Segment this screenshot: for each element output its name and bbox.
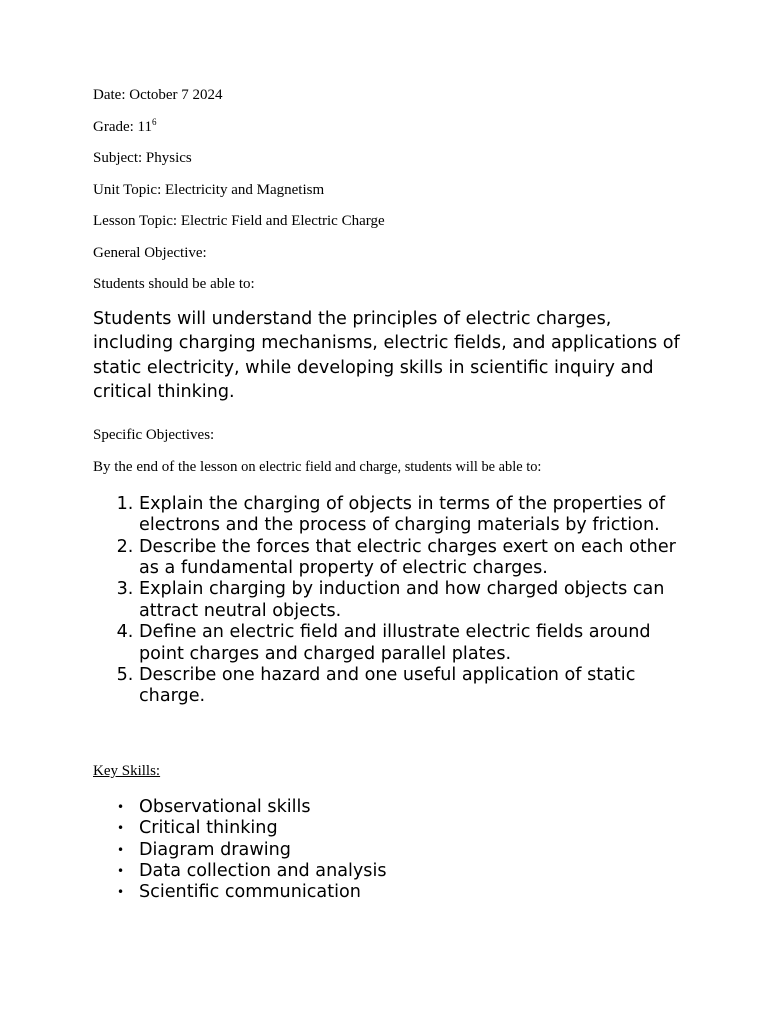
grade-text: Grade: 11 bbox=[93, 118, 153, 135]
subject-line bbox=[93, 147, 693, 169]
grade-line bbox=[93, 116, 693, 138]
specific-objectives-text: Specific Objectives: bbox=[93, 427, 215, 444]
unit-topic-text: Unit Topic: Electricity and Magnetism bbox=[93, 181, 325, 198]
key-skills-heading bbox=[93, 760, 693, 782]
date-text: Date: October 7 2024 bbox=[93, 87, 223, 103]
bullet-icon: • bbox=[117, 863, 125, 878]
date-line bbox=[93, 84, 693, 106]
skill-item bbox=[117, 818, 693, 839]
general-objective-text: General Objective: bbox=[93, 244, 207, 261]
students-able-text: Students should be able to: bbox=[93, 276, 255, 292]
specific-objectives-heading bbox=[93, 424, 693, 446]
skill-text: Critical thinking bbox=[139, 818, 278, 839]
lead-end-text: on electric field and charge, students will be able to: bbox=[237, 458, 542, 475]
skill-text: Diagram drawing bbox=[139, 839, 291, 860]
skill-item bbox=[117, 839, 693, 861]
objective-item: 2. Describe the forces that electric charges exert on each other as a fundamental property of electric charges. bbox=[139, 537, 691, 580]
skill-text: Observational skills bbox=[139, 796, 311, 817]
subject-text: Subject: Physics bbox=[93, 150, 192, 166]
specific-objectives-list bbox=[93, 494, 691, 708]
lesson-topic-line bbox=[93, 210, 693, 232]
objective-item: 3. Explain charging by induction and how charged objects can attract neutral objects. bbox=[139, 579, 691, 622]
skill-item bbox=[117, 882, 693, 903]
specific-objectives-lead bbox=[93, 456, 693, 478]
grade-superscript: 6 bbox=[152, 116, 157, 127]
skill-item bbox=[117, 860, 693, 882]
bullet-icon: • bbox=[117, 885, 125, 900]
bullet-icon: • bbox=[117, 842, 125, 857]
key-skills-text: Key Skills: bbox=[93, 762, 161, 779]
objective-item: 5. Describe one hazard and one useful application of static charge. bbox=[139, 665, 691, 708]
skill-text: Scientific communication bbox=[139, 882, 361, 903]
students-able-line bbox=[93, 273, 693, 295]
unit-topic-line bbox=[93, 179, 693, 201]
lesson-plan-page bbox=[93, 84, 693, 904]
lesson-topic-text: Lesson Topic: Electric Field and Electric Charge bbox=[93, 213, 385, 229]
skill-text: Data collection and analysis bbox=[139, 860, 387, 881]
general-objective-heading bbox=[93, 242, 693, 264]
bullet-icon: • bbox=[117, 799, 125, 814]
lead-start-text: By the end of the lesson bbox=[93, 458, 238, 475]
key-skills-list bbox=[93, 797, 693, 904]
general-goal-paragraph: Students will understand the principles of electric charges, including charging mechanisms, electric fields, and applications of static electricity, while developing skills in scientific inquiry and critical thinking. bbox=[93, 309, 680, 402]
objective-item: 4. Define an electric field and illustrate electric fields around point charges and charged parallel plates. bbox=[139, 622, 691, 665]
skill-item bbox=[117, 796, 693, 818]
objective-item: 1. Explain the charging of objects in terms of the properties of electrons and the process of charging materials by friction. bbox=[139, 494, 691, 537]
bullet-icon: • bbox=[117, 821, 125, 836]
